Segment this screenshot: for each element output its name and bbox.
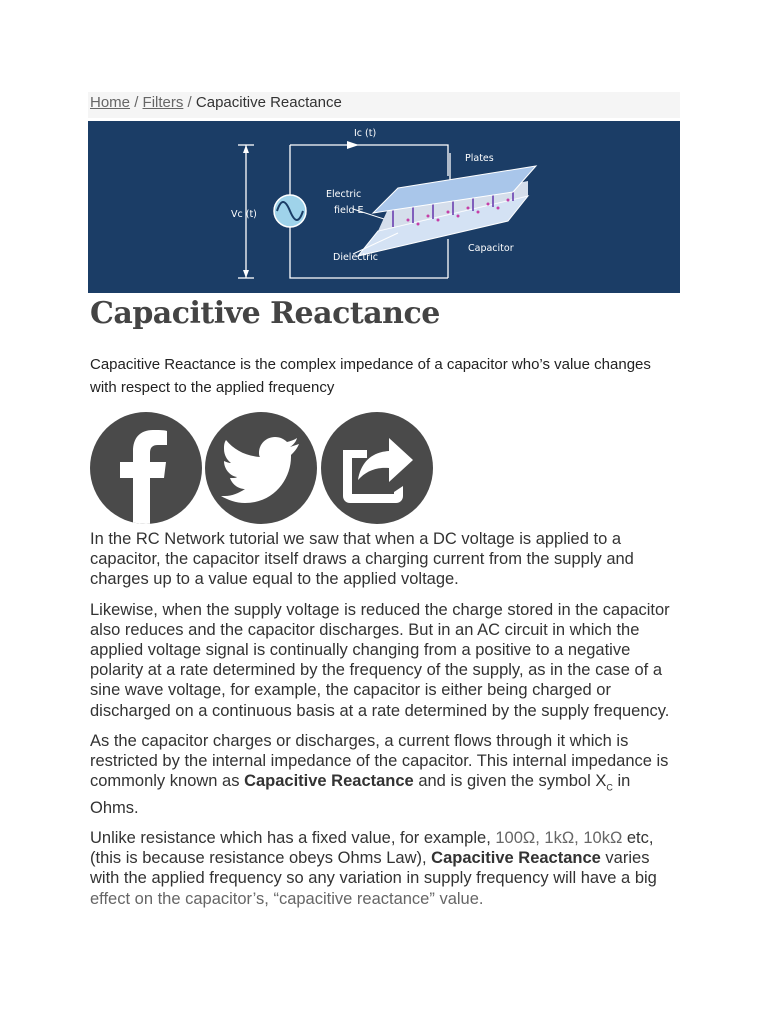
text-span: As the capacitor charges or discharges, a current flows through it which is restricted by the internal impedance of the capacitor. This internal impedance is commonly known as (90, 731, 669, 791)
breadcrumb (88, 92, 680, 118)
breadcrumb-current: Capacitive Reactance (195, 94, 342, 111)
label-electric-field-line1: Electric (326, 189, 362, 200)
text-span: effect on the capacitor’s, “capacitive reactance” value. (90, 889, 484, 908)
text-span: varies with the applied frequency so any variation in supply frequency will have a big (90, 849, 657, 888)
label-electric-field-line2: field E (334, 205, 364, 216)
paragraph-capacitive-reactance-definition (90, 731, 682, 818)
bold-term: Capacitive Reactance (244, 772, 414, 791)
breadcrumb-filters-link[interactable]: Filters (142, 94, 184, 111)
facebook-share-button[interactable] (90, 412, 202, 524)
breadcrumb-separator: / (134, 94, 139, 111)
text-span: etc, (this is because resistance obeys Ohms Law), (90, 828, 654, 868)
intro-summary: Capacitive Reactance is the complex impedance of a capacitor who’s value changes with respect to the applied frequency (90, 356, 651, 396)
paragraph-ac-circuit: Likewise, when the supply voltage is reduced the charge stored in the capacitor also reduces and the capacitor discharges. But in an AC circuit in which the applied voltage signal is continually changing from a positive to a negative polarity at a rate determined by the frequency of the supply, as in the case of a sine wave voltage, for example, the capacitor is either being charged or discharged on a continuous basis at a rate determined by the supply frequency. (90, 600, 670, 720)
page-title: Capacitive Reactance (90, 296, 440, 331)
label-plates: Plates (465, 153, 494, 164)
label-dielectric: Dielectric (333, 252, 378, 263)
text-span: and is given the symbol X (413, 772, 607, 791)
breadcrumb-home-link[interactable]: Home (90, 94, 131, 111)
capacitor-circuit-diagram (88, 121, 680, 293)
label-current: Ic (t) (354, 128, 377, 139)
text-span: in Ohms. (90, 772, 631, 817)
breadcrumb-separator: / (187, 94, 192, 111)
paragraph-rc-network: In the RC Network tutorial we saw that when a DC voltage is applied to a capacitor, the capacitor itself draws a charging current from the supply and charges up to a value equal to the applied voltage. (90, 530, 634, 589)
share-icon (321, 412, 433, 524)
subscript: C (606, 782, 613, 793)
label-voltage: Vc (t) (231, 209, 257, 220)
facebook-icon (90, 412, 202, 524)
example-values: 100Ω, 1kΩ, 10kΩ (495, 828, 623, 847)
twitter-icon (205, 412, 317, 524)
paragraph-resistance-comparison (90, 828, 682, 909)
hero-image-capacitor-diagram (88, 121, 680, 293)
label-capacitor: Capacitor (468, 243, 514, 254)
bold-term: Capacitive Reactance (431, 849, 601, 868)
share-button[interactable] (321, 412, 433, 524)
twitter-share-button[interactable] (205, 412, 317, 524)
article-body (90, 529, 682, 919)
text-span: Unlike resistance which has a fixed value, for example, (90, 828, 496, 847)
